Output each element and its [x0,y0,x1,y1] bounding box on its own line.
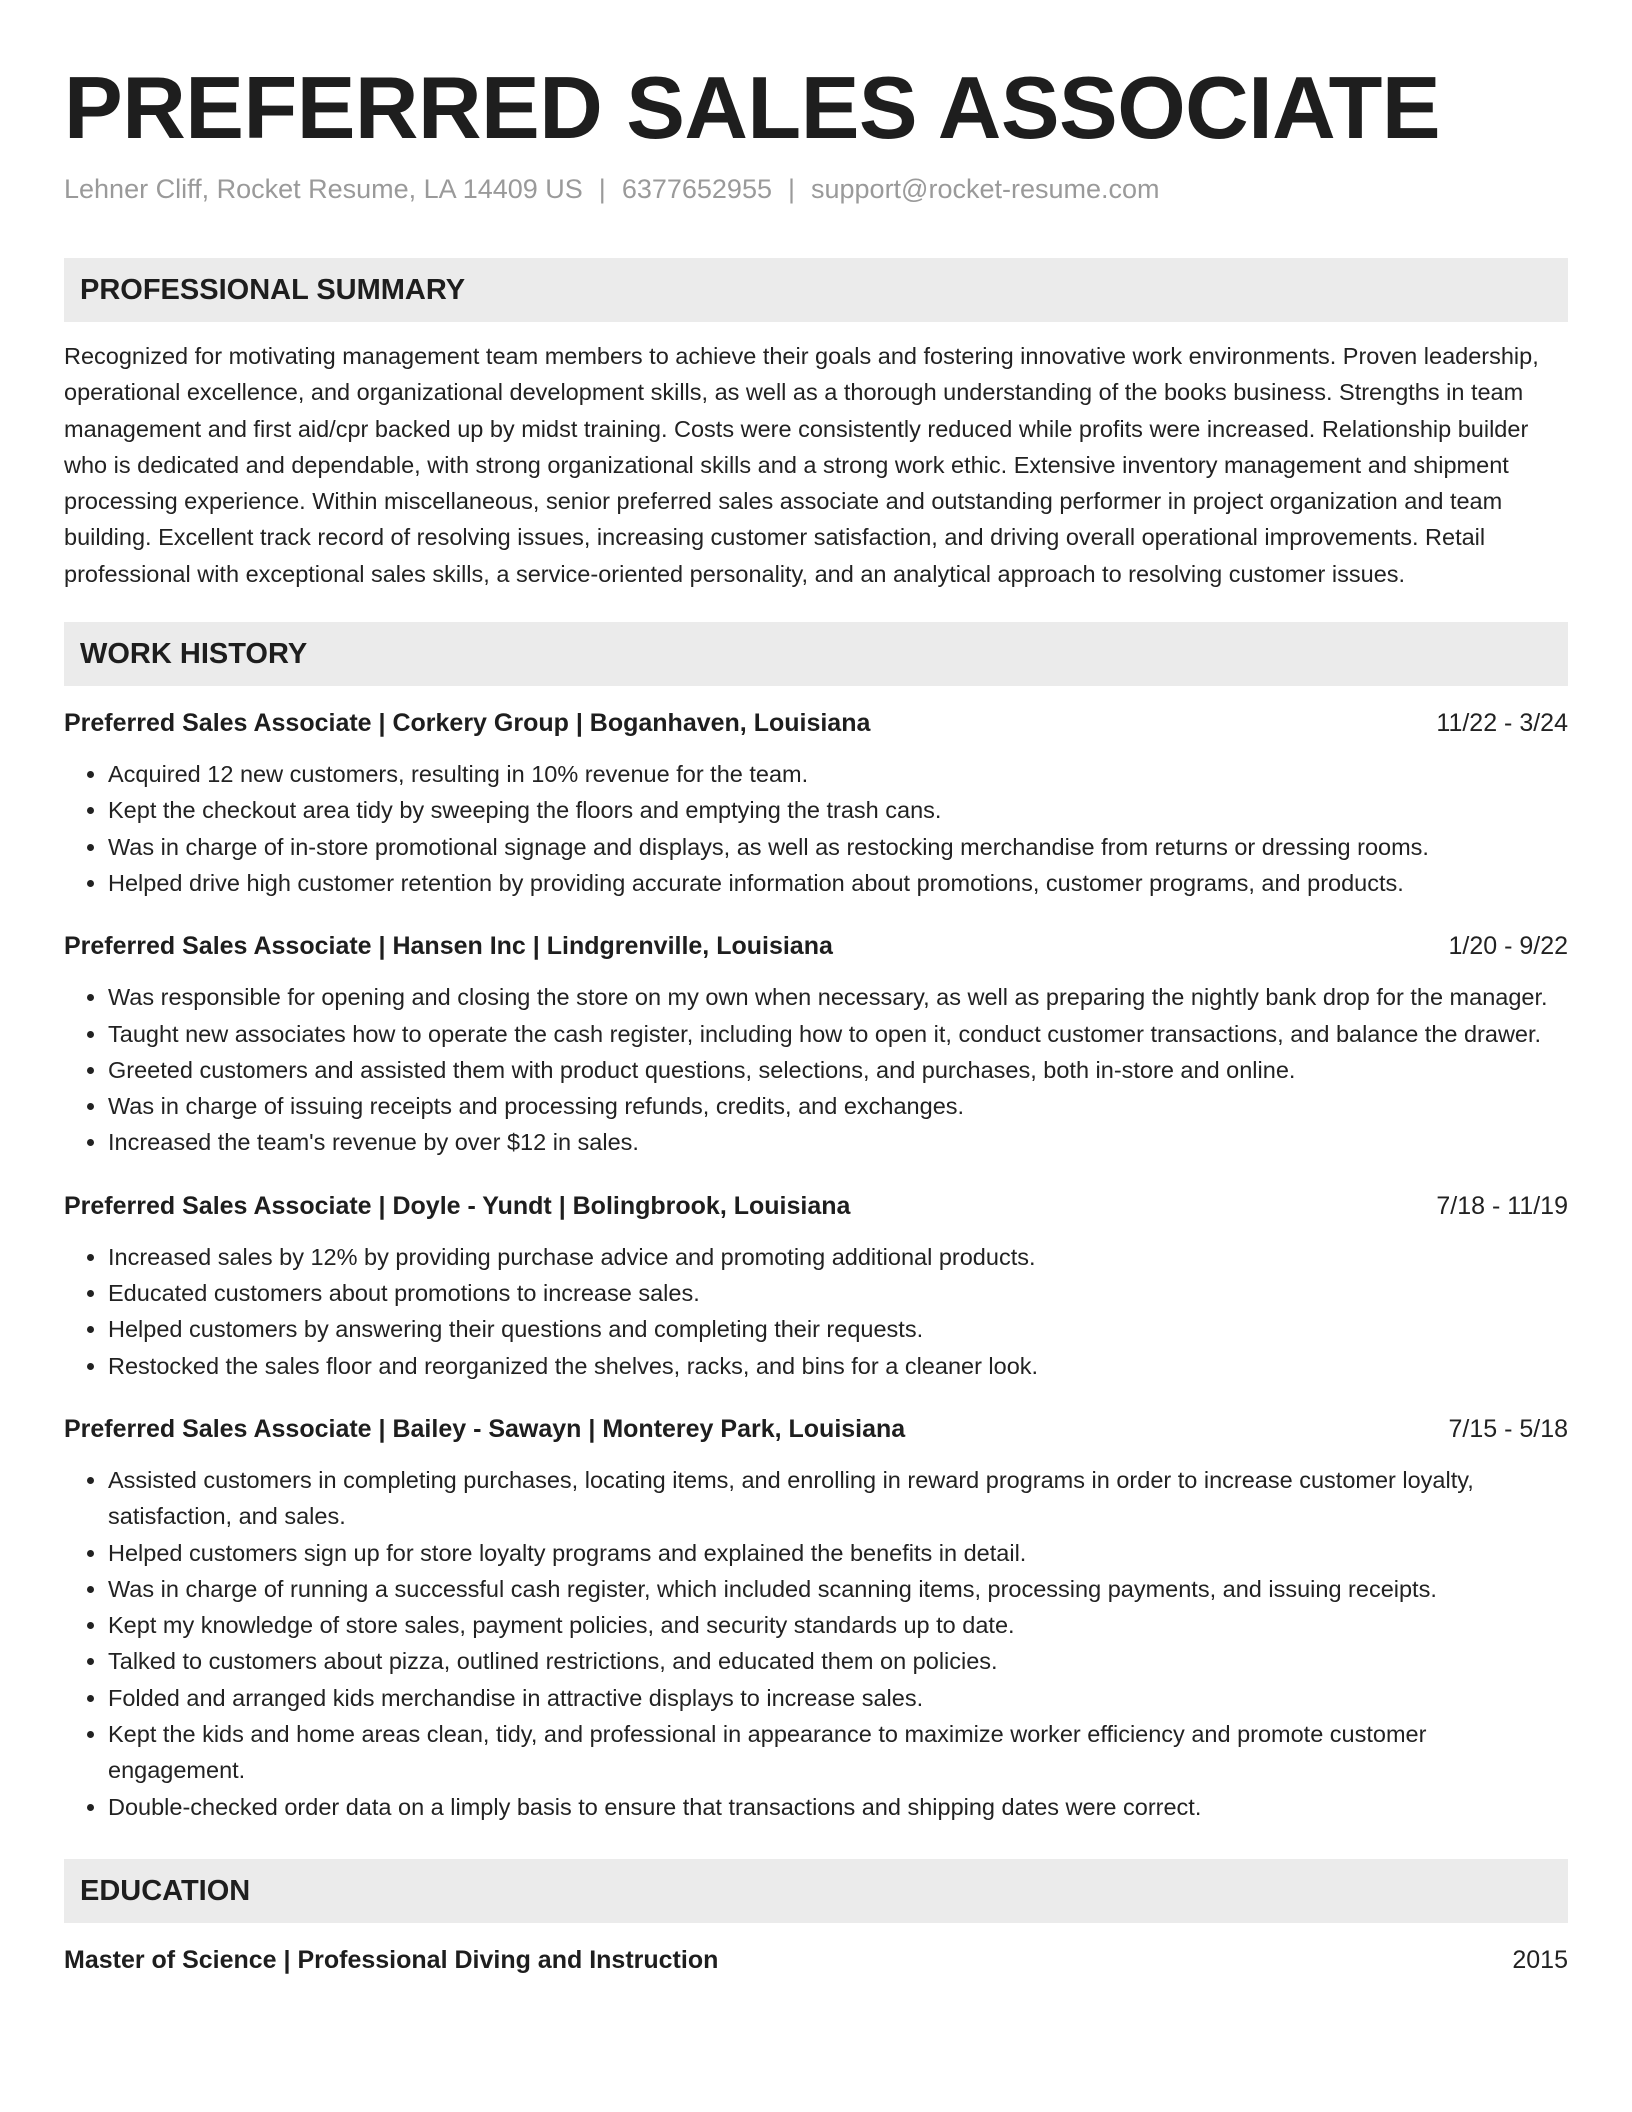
page-title: PREFERRED SALES ASSOCIATE [64,58,1441,157]
work-history-heading: WORK HISTORY [64,622,1568,686]
summary-heading: PROFESSIONAL SUMMARY [64,258,1568,322]
education-year: 2015 [1512,1945,1568,1974]
contact-separator: | [787,174,795,204]
list-item: • Helped drive high customer retention by providing accurate information about promotions, customer programs, and products. [108,865,1568,901]
job-dates: 7/18 - 11/19 [1436,1191,1568,1220]
list-item: • Acquired 12 new customers, resulting in 10% revenue for the team. [108,756,1568,792]
list-item: • Increased the team's revenue by over $12 in sales. [108,1124,1568,1160]
job-entry [64,1412,1568,1825]
education-entry [64,1943,1568,1977]
contact-phone: 6377652955 [621,174,772,204]
list-item: • Helped customers by answering their questions and completing their requests. [108,1311,1568,1347]
list-item: • Kept the checkout area tidy by sweeping the floors and emptying the trash cans. [108,792,1568,828]
list-item: • Kept the kids and home areas clean, tidy, and professional in appearance to maximize worker efficiency and promote customer engagement. [108,1716,1568,1789]
summary-text: Recognized for motivating management team members to achieve their goals and fostering innovative work environments. Proven leadership, operational excellence, and organizational development skills, as well as a thorough understanding of the books business. Strengths in team management and first aid/cpr backed up by midst training. Costs were consistently reduced while profits were increased. Relationship builder who is dedicated and dependable, with strong organizational skills and a strong work ethic. Extensive inventory management and shipment processing experience. Within miscellaneous, senior preferred sales associate and outstanding performer in project organization and team building. Excellent track record of resolving issues, increasing customer satisfaction, and driving overall operational improvements. Retail professional with exceptional sales skills, a service-oriented personality, and an analytical approach to resolving customer issues. [64,343,1539,587]
job-bullets [64,979,1568,1160]
contact-separator: | [598,174,606,204]
job-dates: 1/20 - 9/22 [1448,932,1568,961]
list-item: • Double-checked order data on a limply basis to ensure that transactions and shipping dates were correct. [108,1789,1568,1825]
list-item: • Assisted customers in completing purchases, locating items, and enrolling in reward programs in order to increase customer loyalty, satisfaction, and sales. [108,1462,1568,1535]
contact-address: Lehner Cliff, Rocket Resume, LA 14409 US [64,174,583,204]
job-bullets [64,756,1568,901]
list-item: • Was in charge of issuing receipts and processing refunds, credits, and exchanges. [108,1088,1568,1124]
list-item: • Educated customers about promotions to increase sales. [108,1275,1568,1311]
job-bullets [64,1462,1568,1825]
list-item: • Taught new associates how to operate the cash register, including how to open it, conduct customer transactions, and balance the drawer. [108,1016,1568,1052]
job-dates: 11/22 - 3/24 [1436,709,1568,738]
job-header [64,706,1568,740]
job-entry [64,1189,1568,1384]
list-item: • Talked to customers about pizza, outlined restrictions, and educated them on policies. [108,1643,1568,1679]
job-title: Preferred Sales Associate | Corkery Group | Boganhaven, Louisiana [64,709,871,738]
list-item: • Helped customers sign up for store loyalty programs and explained the benefits in detail. [108,1535,1568,1571]
job-header [64,929,1568,963]
job-entry [64,929,1568,1160]
job-title: Preferred Sales Associate | Bailey - Sawayn | Monterey Park, Louisiana [64,1414,906,1443]
list-item: • Folded and arranged kids merchandise in attractive displays to increase sales. [108,1680,1568,1716]
job-title: Preferred Sales Associate | Hansen Inc | Lindgrenville, Louisiana [64,932,833,961]
list-item: • Was in charge of in-store promotional signage and displays, as well as restocking merchandise from returns or dressing rooms. [108,829,1568,865]
education-heading: EDUCATION [64,1859,1568,1923]
list-item: • Increased sales by 12% by providing purchase advice and promoting additional products. [108,1239,1568,1275]
list-item: • Restocked the sales floor and reorganized the shelves, racks, and bins for a cleaner look. [108,1348,1568,1384]
list-item: • Was responsible for opening and closing the store on my own when necessary, as well as preparing the nightly bank drop for the manager. [108,979,1568,1015]
contact-email: support@rocket-resume.com [811,174,1160,204]
job-entry [64,706,1568,901]
job-header [64,1412,1568,1446]
list-item: • Greeted customers and assisted them with product questions, selections, and purchases, both in-store and online. [108,1052,1568,1088]
job-bullets [64,1239,1568,1384]
education-degree: Master of Science | Professional Diving and Instruction [64,1945,719,1974]
contact-line [64,172,1568,206]
job-dates: 7/15 - 5/18 [1448,1414,1568,1443]
list-item: • Was in charge of running a successful cash register, which included scanning items, processing payments, and issuing receipts. [108,1571,1568,1607]
list-item: • Kept my knowledge of store sales, payment policies, and security standards up to date. [108,1607,1568,1643]
job-title: Preferred Sales Associate | Doyle - Yundt | Bolingbrook, Louisiana [64,1191,851,1220]
job-header [64,1189,1568,1223]
